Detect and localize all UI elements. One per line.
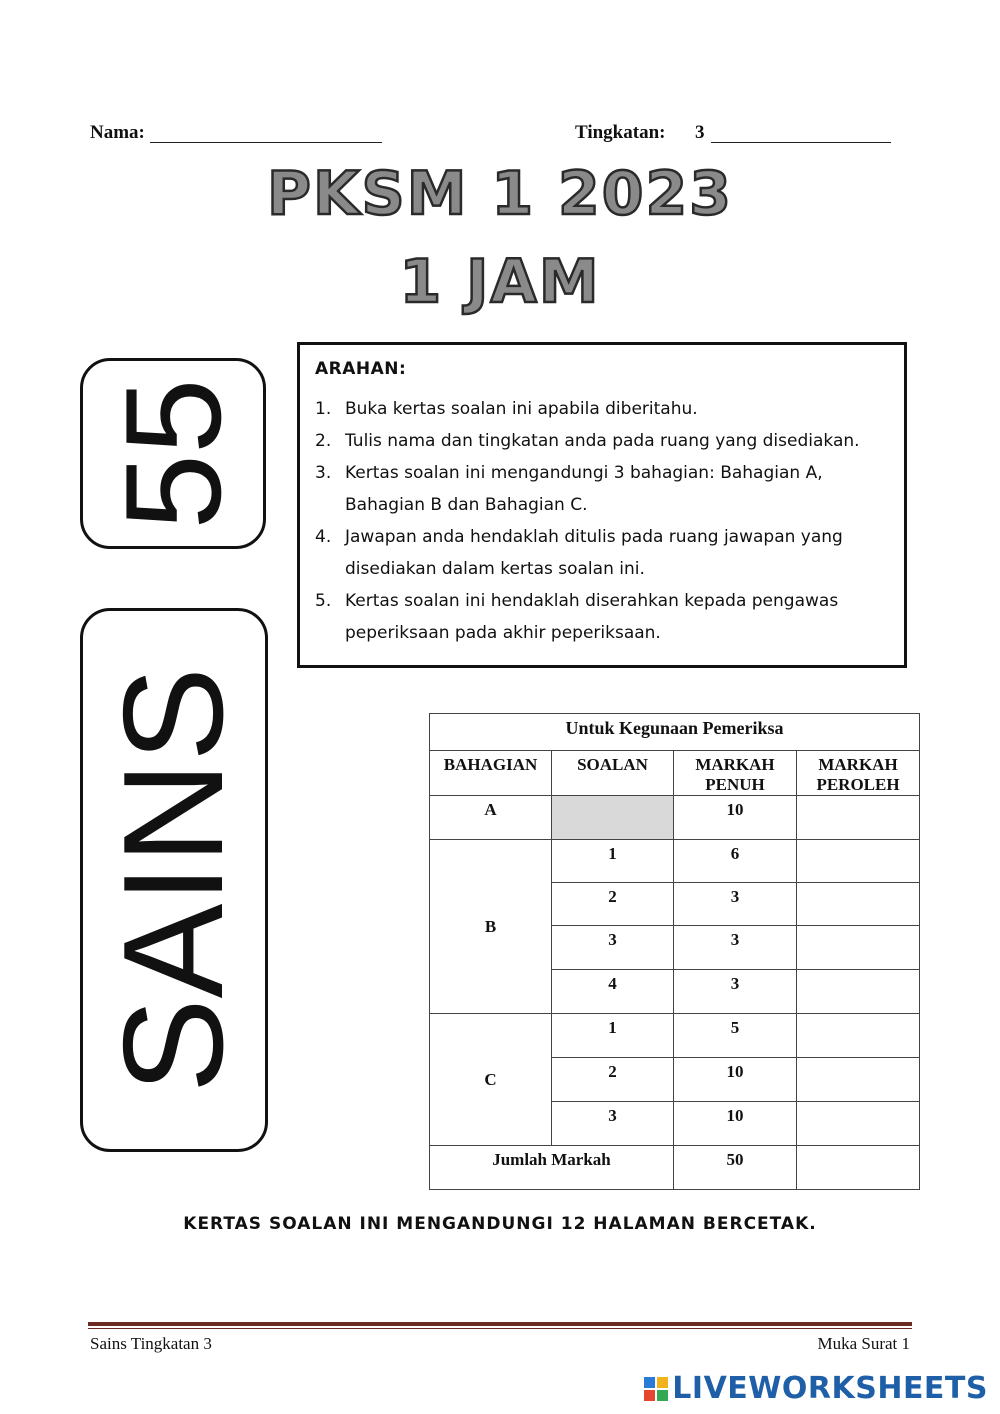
- exam-duration: 1 JAM: [399, 247, 601, 317]
- instruction-text: Kertas soalan ini mengandungi 3 bahagian: Bahagian A, Bahagian B dan Bahagian C.: [345, 463, 823, 515]
- question-cell: 2: [552, 1058, 674, 1102]
- question-cell: 2: [552, 883, 674, 926]
- instructions-title: ARAHAN:: [315, 359, 407, 379]
- table-total-row: [430, 1146, 920, 1190]
- table-row: [430, 796, 920, 840]
- question-cell: 1: [552, 1014, 674, 1058]
- full-marks-cell: 3: [674, 926, 797, 970]
- obtained-marks-input[interactable]: [797, 1058, 920, 1102]
- question-cell: 3: [552, 926, 674, 970]
- total-full-marks: 50: [674, 1146, 797, 1190]
- liveworksheets-logo: [644, 1371, 988, 1406]
- instruction-text: Kertas soalan ini hendaklah diserahkan kepada pengawas peperiksaan pada akhir peperiksaan.: [345, 591, 839, 643]
- footer-divider: [88, 1322, 912, 1326]
- obtained-marks-input[interactable]: [797, 1014, 920, 1058]
- column-header-question: SOALAN: [552, 751, 674, 796]
- subject-box: [80, 608, 268, 1152]
- name-field[interactable]: [150, 122, 382, 143]
- obtained-marks-input[interactable]: [797, 840, 920, 883]
- footer-page-number: Muka Surat 1: [817, 1334, 910, 1353]
- paper-code: 55: [97, 377, 249, 530]
- column-header-obtained-marks: MARKAH PEROLEH: [797, 751, 920, 796]
- instruction-text: Tulis nama dan tingkatan anda pada ruang yang disediakan.: [345, 431, 860, 451]
- full-marks-cell: 3: [674, 883, 797, 926]
- instruction-item: [315, 521, 900, 585]
- full-marks-cell: 5: [674, 1014, 797, 1058]
- total-obtained-input[interactable]: [797, 1146, 920, 1190]
- exam-title: PKSM 1 2023: [267, 159, 733, 229]
- question-cell: 3: [552, 1102, 674, 1146]
- obtained-marks-input[interactable]: [797, 1102, 920, 1146]
- form-field[interactable]: [711, 122, 891, 143]
- instruction-number: 1.: [315, 399, 332, 419]
- form-value: 3: [695, 122, 705, 143]
- instruction-text: Jawapan anda hendaklah ditulis pada ruang jawapan yang disediakan dalam kertas soalan ini.: [345, 527, 843, 579]
- full-marks-cell: 10: [674, 1058, 797, 1102]
- table-row: [430, 1014, 920, 1058]
- table-title: Untuk Kegunaan Pemeriksa: [430, 714, 920, 751]
- obtained-marks-input[interactable]: [797, 883, 920, 926]
- full-marks-cell: 10: [674, 796, 797, 840]
- question-cell: [552, 796, 674, 840]
- subject-name: SAINS: [94, 666, 253, 1094]
- footer-divider-thin: [88, 1328, 912, 1329]
- full-marks-cell: 6: [674, 840, 797, 883]
- form-label: Tingkatan:: [575, 122, 666, 143]
- question-cell: 4: [552, 970, 674, 1014]
- instruction-item: [315, 457, 900, 521]
- column-header-full-marks: MARKAH PENUH: [674, 751, 797, 796]
- section-label: B: [430, 840, 552, 1014]
- instruction-number: 5.: [315, 591, 332, 611]
- instruction-number: 2.: [315, 431, 332, 451]
- full-marks-cell: 10: [674, 1102, 797, 1146]
- instruction-number: 3.: [315, 463, 332, 483]
- total-label: Jumlah Markah: [430, 1146, 674, 1190]
- name-label: Nama:: [90, 122, 145, 143]
- section-label: A: [430, 796, 552, 840]
- instruction-text: Buka kertas soalan ini apabila diberitahu.: [345, 399, 698, 419]
- instructions-box: [297, 342, 907, 668]
- obtained-marks-input[interactable]: [797, 796, 920, 840]
- column-header-section: BAHAGIAN: [430, 751, 552, 796]
- full-marks-cell: 3: [674, 970, 797, 1014]
- liveworksheets-text: LIVEWORKSHEETS: [672, 1371, 988, 1406]
- instruction-item: [315, 393, 900, 425]
- page-count-note: KERTAS SOALAN INI MENGANDUNGI 12 HALAMAN BERCETAK.: [183, 1214, 817, 1234]
- obtained-marks-input[interactable]: [797, 970, 920, 1014]
- instruction-item: [315, 425, 900, 457]
- question-cell: 1: [552, 840, 674, 883]
- table-header-row: [430, 751, 920, 796]
- liveworksheets-logo-icon: [644, 1377, 668, 1401]
- obtained-marks-input[interactable]: [797, 926, 920, 970]
- instruction-item: [315, 585, 900, 649]
- paper-code-box: [80, 358, 266, 549]
- table-title-row: [430, 714, 920, 751]
- footer-subject: Sains Tingkatan 3: [90, 1334, 212, 1353]
- instructions-list: [315, 393, 900, 649]
- section-label: C: [430, 1014, 552, 1146]
- instruction-number: 4.: [315, 527, 332, 547]
- table-row: [430, 840, 920, 883]
- marks-table: [429, 713, 920, 1190]
